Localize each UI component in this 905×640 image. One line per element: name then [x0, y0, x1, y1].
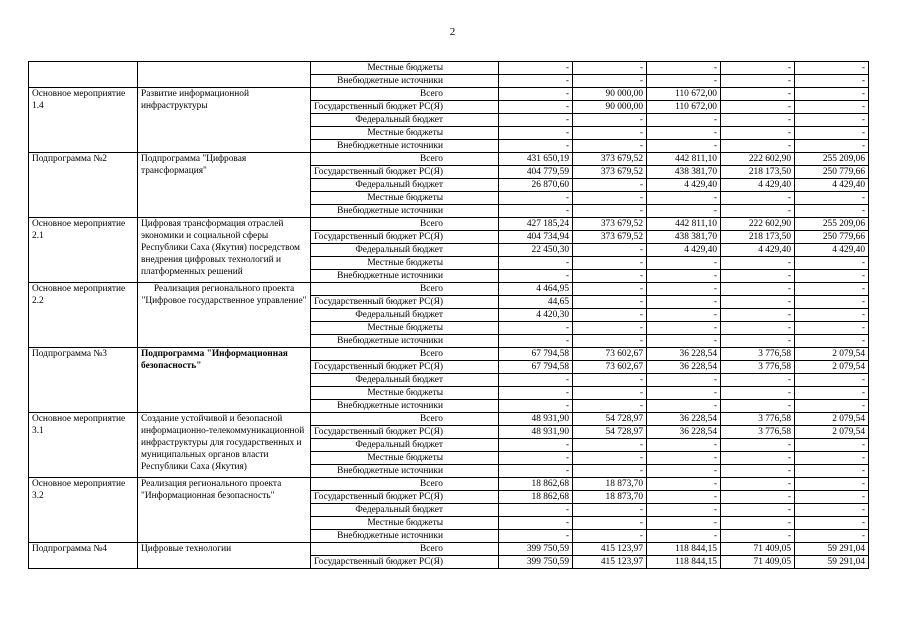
- budget-table: [28, 61, 869, 569]
- amount-cell-year-4: -: [721, 257, 795, 270]
- funding-source-cell: Государственный бюджет РС(Я): [311, 361, 499, 374]
- amount-cell-year-3: -: [647, 296, 721, 309]
- amount-cell-year-1: -: [499, 322, 573, 335]
- amount-cell-year-1: 427 185,24: [499, 218, 573, 231]
- amount-cell-year-5: -: [795, 296, 869, 309]
- item-code-cell: Подпрограмма №4: [29, 543, 138, 569]
- amount-cell-year-3: -: [647, 439, 721, 452]
- funding-source-cell: Федеральный бюджет: [311, 309, 499, 322]
- amount-cell-year-2: -: [573, 387, 647, 400]
- amount-cell-year-1: -: [499, 517, 573, 530]
- table-row: [29, 478, 869, 491]
- amount-cell-year-5: -: [795, 465, 869, 478]
- funding-source-cell: Всего: [311, 478, 499, 491]
- funding-source-cell: Местные бюджеты: [311, 192, 499, 205]
- funding-source-cell: Государственный бюджет РС(Я): [311, 296, 499, 309]
- amount-cell-year-5: 2 079,54: [795, 426, 869, 439]
- amount-cell-year-5: -: [795, 439, 869, 452]
- amount-cell-year-5: -: [795, 192, 869, 205]
- amount-cell-year-3: 442 811,10: [647, 218, 721, 231]
- amount-cell-year-3: 36 228,54: [647, 426, 721, 439]
- amount-cell-year-3: 36 228,54: [647, 413, 721, 426]
- amount-cell-year-1: 44,65: [499, 296, 573, 309]
- amount-cell-year-1: 18 862,68: [499, 478, 573, 491]
- amount-cell-year-4: -: [721, 530, 795, 543]
- amount-cell-year-4: -: [721, 387, 795, 400]
- amount-cell-year-1: -: [499, 452, 573, 465]
- amount-cell-year-3: -: [647, 309, 721, 322]
- amount-cell-year-4: 4 429,40: [721, 179, 795, 192]
- table-row: [29, 88, 869, 101]
- amount-cell-year-4: -: [721, 491, 795, 504]
- amount-cell-year-4: 3 776,58: [721, 348, 795, 361]
- amount-cell-year-3: 110 672,00: [647, 88, 721, 101]
- amount-cell-year-3: -: [647, 517, 721, 530]
- amount-cell-year-4: -: [721, 309, 795, 322]
- amount-cell-year-1: -: [499, 114, 573, 127]
- item-code-cell: Основное мероприятие 3.1: [29, 413, 138, 478]
- amount-cell-year-1: -: [499, 374, 573, 387]
- funding-source-cell: Местные бюджеты: [311, 517, 499, 530]
- item-code-cell: Подпрограмма №2: [29, 153, 138, 218]
- amount-cell-year-1: -: [499, 400, 573, 413]
- amount-cell-year-5: -: [795, 127, 869, 140]
- amount-cell-year-1: 404 779,59: [499, 166, 573, 179]
- amount-cell-year-5: -: [795, 205, 869, 218]
- amount-cell-year-2: -: [573, 452, 647, 465]
- amount-cell-year-3: -: [647, 140, 721, 153]
- amount-cell-year-2: -: [573, 114, 647, 127]
- funding-source-cell: Всего: [311, 88, 499, 101]
- amount-cell-year-2: -: [573, 504, 647, 517]
- amount-cell-year-4: -: [721, 452, 795, 465]
- item-name-cell: Цифровая трансформация отраслей экономики и социальной сферы Республики Саха (Якутия) посредством внедрения цифровых технологий и платформенных решений: [138, 218, 311, 283]
- funding-source-cell: Внебюджетные источники: [311, 270, 499, 283]
- amount-cell-year-1: 18 862,68: [499, 491, 573, 504]
- funding-source-cell: Государственный бюджет РС(Я): [311, 426, 499, 439]
- amount-cell-year-4: 4 429,40: [721, 244, 795, 257]
- amount-cell-year-1: 399 750,59: [499, 556, 573, 569]
- amount-cell-year-1: -: [499, 62, 573, 75]
- amount-cell-year-4: 222 602,90: [721, 153, 795, 166]
- amount-cell-year-4: 3 776,58: [721, 426, 795, 439]
- amount-cell-year-2: -: [573, 140, 647, 153]
- table-row: [29, 413, 869, 426]
- amount-cell-year-2: -: [573, 335, 647, 348]
- amount-cell-year-2: -: [573, 283, 647, 296]
- amount-cell-year-4: -: [721, 374, 795, 387]
- amount-cell-year-3: 118 844,15: [647, 556, 721, 569]
- amount-cell-year-2: -: [573, 322, 647, 335]
- amount-cell-year-5: 255 209,06: [795, 218, 869, 231]
- amount-cell-year-4: -: [721, 296, 795, 309]
- amount-cell-year-5: -: [795, 62, 869, 75]
- amount-cell-year-5: -: [795, 400, 869, 413]
- amount-cell-year-4: -: [721, 283, 795, 296]
- item-name-cell: Развитие информационной инфраструктуры: [138, 88, 311, 153]
- amount-cell-year-2: 54 728,97: [573, 413, 647, 426]
- table-row: [29, 218, 869, 231]
- amount-cell-year-3: -: [647, 400, 721, 413]
- amount-cell-year-1: -: [499, 75, 573, 88]
- amount-cell-year-1: 48 931,90: [499, 426, 573, 439]
- amount-cell-year-1: -: [499, 465, 573, 478]
- amount-cell-year-3: 36 228,54: [647, 361, 721, 374]
- amount-cell-year-3: -: [647, 192, 721, 205]
- funding-source-cell: Всего: [311, 348, 499, 361]
- amount-cell-year-2: -: [573, 517, 647, 530]
- funding-source-cell: Внебюджетные источники: [311, 140, 499, 153]
- amount-cell-year-4: -: [721, 192, 795, 205]
- amount-cell-year-2: 373 679,52: [573, 218, 647, 231]
- amount-cell-year-2: -: [573, 530, 647, 543]
- amount-cell-year-3: -: [647, 257, 721, 270]
- amount-cell-year-1: -: [499, 335, 573, 348]
- amount-cell-year-3: -: [647, 322, 721, 335]
- amount-cell-year-5: 4 429,40: [795, 179, 869, 192]
- funding-source-cell: Государственный бюджет РС(Я): [311, 231, 499, 244]
- amount-cell-year-2: 373 679,52: [573, 166, 647, 179]
- funding-source-cell: Местные бюджеты: [311, 387, 499, 400]
- amount-cell-year-3: -: [647, 478, 721, 491]
- page-number: 2: [449, 26, 456, 38]
- amount-cell-year-2: 18 873,70: [573, 491, 647, 504]
- amount-cell-year-1: -: [499, 387, 573, 400]
- amount-cell-year-2: -: [573, 374, 647, 387]
- amount-cell-year-4: 3 776,58: [721, 361, 795, 374]
- table-row: [29, 62, 869, 75]
- amount-cell-year-3: 438 381,70: [647, 166, 721, 179]
- amount-cell-year-2: -: [573, 296, 647, 309]
- item-name-cell: Реализация регионального проекта "Информационная безопасность": [138, 478, 311, 543]
- amount-cell-year-3: 4 429,40: [647, 244, 721, 257]
- amount-cell-year-5: -: [795, 387, 869, 400]
- item-name-cell: Реализация регионального проекта "Цифровое государственное управление": [138, 283, 311, 348]
- amount-cell-year-2: -: [573, 439, 647, 452]
- funding-source-cell: Федеральный бюджет: [311, 374, 499, 387]
- amount-cell-year-5: -: [795, 491, 869, 504]
- amount-cell-year-5: 59 291,04: [795, 556, 869, 569]
- funding-source-cell: Внебюджетные источники: [311, 75, 499, 88]
- amount-cell-year-4: -: [721, 140, 795, 153]
- amount-cell-year-4: -: [721, 127, 795, 140]
- item-code-cell: Подпрограмма №3: [29, 348, 138, 413]
- funding-source-cell: Всего: [311, 218, 499, 231]
- amount-cell-year-1: -: [499, 257, 573, 270]
- amount-cell-year-1: 48 931,90: [499, 413, 573, 426]
- amount-cell-year-4: -: [721, 88, 795, 101]
- amount-cell-year-2: -: [573, 192, 647, 205]
- amount-cell-year-1: 67 794,58: [499, 361, 573, 374]
- funding-source-cell: Всего: [311, 283, 499, 296]
- amount-cell-year-4: 218 173,50: [721, 166, 795, 179]
- amount-cell-year-2: 73 602,67: [573, 348, 647, 361]
- amount-cell-year-3: 4 429,40: [647, 179, 721, 192]
- amount-cell-year-5: -: [795, 309, 869, 322]
- amount-cell-year-3: -: [647, 465, 721, 478]
- amount-cell-year-4: 71 409,05: [721, 543, 795, 556]
- amount-cell-year-2: 373 679,52: [573, 153, 647, 166]
- amount-cell-year-2: -: [573, 179, 647, 192]
- amount-cell-year-5: 2 079,54: [795, 413, 869, 426]
- amount-cell-year-1: -: [499, 101, 573, 114]
- amount-cell-year-1: -: [499, 192, 573, 205]
- amount-cell-year-3: -: [647, 452, 721, 465]
- amount-cell-year-3: -: [647, 387, 721, 400]
- item-name-cell: Цифровые технологии: [138, 543, 311, 569]
- amount-cell-year-5: -: [795, 75, 869, 88]
- funding-source-cell: Государственный бюджет РС(Я): [311, 491, 499, 504]
- amount-cell-year-1: 67 794,58: [499, 348, 573, 361]
- funding-source-cell: Внебюджетные источники: [311, 205, 499, 218]
- item-code-cell: Основное мероприятие 2.1: [29, 218, 138, 283]
- amount-cell-year-2: -: [573, 244, 647, 257]
- amount-cell-year-2: -: [573, 257, 647, 270]
- amount-cell-year-3: -: [647, 75, 721, 88]
- amount-cell-year-5: 2 079,54: [795, 361, 869, 374]
- amount-cell-year-5: 250 779,66: [795, 231, 869, 244]
- table-row: [29, 153, 869, 166]
- amount-cell-year-5: -: [795, 140, 869, 153]
- amount-cell-year-2: -: [573, 270, 647, 283]
- item-code-cell: [29, 62, 138, 88]
- funding-source-cell: Местные бюджеты: [311, 322, 499, 335]
- funding-source-cell: Федеральный бюджет: [311, 179, 499, 192]
- amount-cell-year-4: -: [721, 335, 795, 348]
- amount-cell-year-4: -: [721, 400, 795, 413]
- amount-cell-year-1: -: [499, 88, 573, 101]
- amount-cell-year-3: 118 844,15: [647, 543, 721, 556]
- amount-cell-year-3: -: [647, 127, 721, 140]
- amount-cell-year-5: -: [795, 88, 869, 101]
- amount-cell-year-3: -: [647, 270, 721, 283]
- amount-cell-year-5: -: [795, 452, 869, 465]
- amount-cell-year-2: 90 000,00: [573, 101, 647, 114]
- amount-cell-year-5: -: [795, 257, 869, 270]
- amount-cell-year-5: 2 079,54: [795, 348, 869, 361]
- funding-source-cell: Местные бюджеты: [311, 452, 499, 465]
- amount-cell-year-2: -: [573, 127, 647, 140]
- amount-cell-year-5: -: [795, 478, 869, 491]
- amount-cell-year-5: -: [795, 335, 869, 348]
- amount-cell-year-1: 22 450,30: [499, 244, 573, 257]
- amount-cell-year-5: 4 429,40: [795, 244, 869, 257]
- funding-source-cell: Государственный бюджет РС(Я): [311, 556, 499, 569]
- table-row: [29, 283, 869, 296]
- amount-cell-year-4: -: [721, 101, 795, 114]
- amount-cell-year-1: -: [499, 439, 573, 452]
- amount-cell-year-3: -: [647, 62, 721, 75]
- amount-cell-year-3: -: [647, 504, 721, 517]
- item-name-cell: Подпрограмма "Информационная безопасность": [138, 348, 311, 413]
- amount-cell-year-1: -: [499, 530, 573, 543]
- item-name-cell: Создание устойчивой и безопасной информационно-телекоммуникационной инфраструктуры для государственных и муниципальных органов власти Республики Саха (Якутия): [138, 413, 311, 478]
- amount-cell-year-3: -: [647, 374, 721, 387]
- funding-source-cell: Внебюджетные источники: [311, 400, 499, 413]
- funding-source-cell: Государственный бюджет РС(Я): [311, 166, 499, 179]
- amount-cell-year-4: 3 776,58: [721, 413, 795, 426]
- funding-source-cell: Внебюджетные источники: [311, 465, 499, 478]
- amount-cell-year-2: -: [573, 400, 647, 413]
- amount-cell-year-5: -: [795, 101, 869, 114]
- amount-cell-year-3: 110 672,00: [647, 101, 721, 114]
- amount-cell-year-1: -: [499, 127, 573, 140]
- amount-cell-year-5: -: [795, 504, 869, 517]
- item-name-cell: [138, 62, 311, 88]
- amount-cell-year-5: -: [795, 270, 869, 283]
- funding-source-cell: Всего: [311, 413, 499, 426]
- amount-cell-year-5: -: [795, 517, 869, 530]
- amount-cell-year-3: 438 381,70: [647, 231, 721, 244]
- amount-cell-year-4: 218 173,50: [721, 231, 795, 244]
- amount-cell-year-5: 250 779,66: [795, 166, 869, 179]
- amount-cell-year-1: 431 650,19: [499, 153, 573, 166]
- amount-cell-year-4: -: [721, 205, 795, 218]
- amount-cell-year-4: -: [721, 517, 795, 530]
- funding-source-cell: Внебюджетные источники: [311, 335, 499, 348]
- amount-cell-year-4: -: [721, 114, 795, 127]
- amount-cell-year-3: -: [647, 205, 721, 218]
- amount-cell-year-4: -: [721, 465, 795, 478]
- amount-cell-year-5: -: [795, 374, 869, 387]
- funding-source-cell: Всего: [311, 153, 499, 166]
- amount-cell-year-1: 399 750,59: [499, 543, 573, 556]
- amount-cell-year-3: -: [647, 530, 721, 543]
- amount-cell-year-4: -: [721, 270, 795, 283]
- funding-source-cell: Федеральный бюджет: [311, 114, 499, 127]
- amount-cell-year-4: -: [721, 62, 795, 75]
- amount-cell-year-2: 415 123,97: [573, 556, 647, 569]
- amount-cell-year-2: -: [573, 62, 647, 75]
- amount-cell-year-2: 54 728,97: [573, 426, 647, 439]
- funding-source-cell: Местные бюджеты: [311, 127, 499, 140]
- item-code-cell: Основное мероприятие 2.2: [29, 283, 138, 348]
- amount-cell-year-3: 36 228,54: [647, 348, 721, 361]
- funding-source-cell: Федеральный бюджет: [311, 504, 499, 517]
- amount-cell-year-2: 90 000,00: [573, 88, 647, 101]
- funding-source-cell: Всего: [311, 543, 499, 556]
- funding-source-cell: Местные бюджеты: [311, 257, 499, 270]
- amount-cell-year-3: -: [647, 491, 721, 504]
- amount-cell-year-2: 373 679,52: [573, 231, 647, 244]
- table-row: [29, 543, 869, 556]
- amount-cell-year-2: -: [573, 309, 647, 322]
- amount-cell-year-4: -: [721, 322, 795, 335]
- amount-cell-year-2: 18 873,70: [573, 478, 647, 491]
- amount-cell-year-2: -: [573, 75, 647, 88]
- amount-cell-year-5: -: [795, 322, 869, 335]
- amount-cell-year-4: -: [721, 478, 795, 491]
- amount-cell-year-4: -: [721, 75, 795, 88]
- amount-cell-year-3: -: [647, 114, 721, 127]
- amount-cell-year-2: 415 123,97: [573, 543, 647, 556]
- amount-cell-year-5: -: [795, 283, 869, 296]
- item-code-cell: Основное мероприятие 1.4: [29, 88, 138, 153]
- funding-source-cell: Федеральный бюджет: [311, 244, 499, 257]
- amount-cell-year-2: -: [573, 205, 647, 218]
- amount-cell-year-4: 222 602,90: [721, 218, 795, 231]
- amount-cell-year-1: -: [499, 205, 573, 218]
- amount-cell-year-4: -: [721, 439, 795, 452]
- item-name-cell: Подпрограмма "Цифровая трансформация": [138, 153, 311, 218]
- funding-source-cell: Местные бюджеты: [311, 62, 499, 75]
- amount-cell-year-2: 73 602,67: [573, 361, 647, 374]
- amount-cell-year-1: 4 464,95: [499, 283, 573, 296]
- funding-source-cell: Внебюджетные источники: [311, 530, 499, 543]
- amount-cell-year-1: 404 734,94: [499, 231, 573, 244]
- amount-cell-year-3: -: [647, 283, 721, 296]
- amount-cell-year-3: -: [647, 335, 721, 348]
- amount-cell-year-5: 59 291,04: [795, 543, 869, 556]
- amount-cell-year-5: 255 209,06: [795, 153, 869, 166]
- amount-cell-year-4: -: [721, 504, 795, 517]
- item-code-cell: Основное мероприятие 3.2: [29, 478, 138, 543]
- table-row: [29, 348, 869, 361]
- funding-source-cell: Федеральный бюджет: [311, 439, 499, 452]
- amount-cell-year-1: -: [499, 504, 573, 517]
- funding-source-cell: Государственный бюджет РС(Я): [311, 101, 499, 114]
- amount-cell-year-5: -: [795, 114, 869, 127]
- amount-cell-year-3: 442 811,10: [647, 153, 721, 166]
- amount-cell-year-1: 26 870,60: [499, 179, 573, 192]
- amount-cell-year-1: -: [499, 270, 573, 283]
- amount-cell-year-5: -: [795, 530, 869, 543]
- amount-cell-year-4: 71 409,05: [721, 556, 795, 569]
- amount-cell-year-2: -: [573, 465, 647, 478]
- amount-cell-year-1: -: [499, 140, 573, 153]
- amount-cell-year-1: 4 420,30: [499, 309, 573, 322]
